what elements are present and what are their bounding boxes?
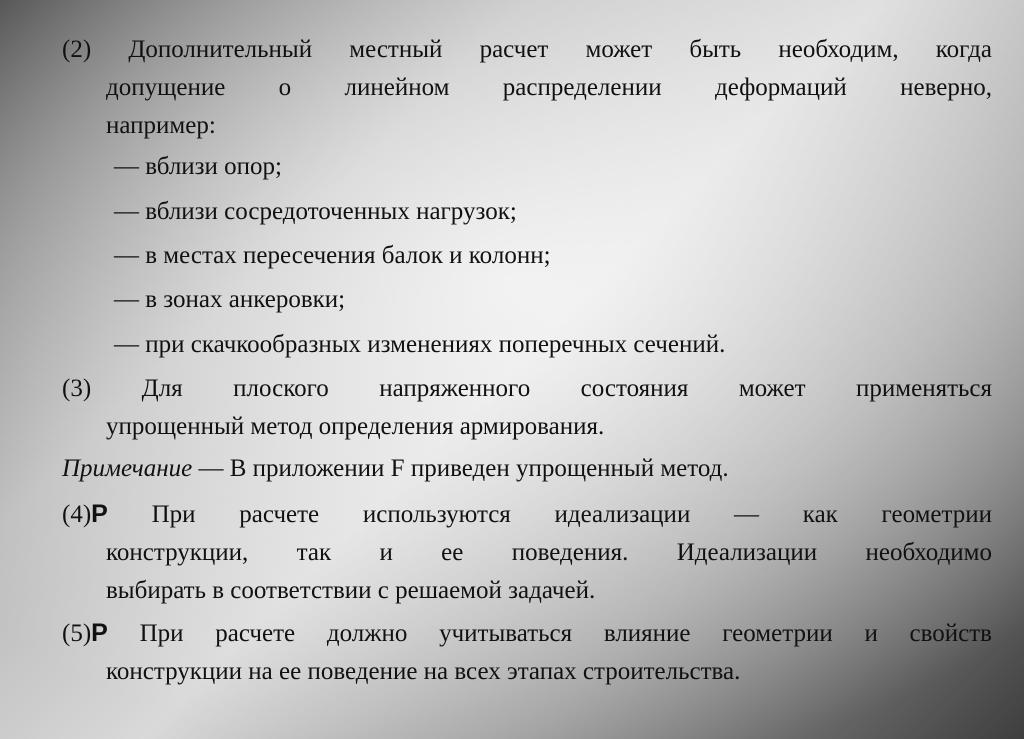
list-item: — в местах пересечения балок и колонн; <box>114 242 551 269</box>
paragraph-5-line-2: конструкции на ее поведение на всех этапах строительства. <box>106 658 741 685</box>
paragraph-2-line-3: например: <box>106 112 216 139</box>
paragraph-4-line-3: выбирать в соответствии с решаемой задачей. <box>106 577 596 604</box>
paragraph-5-number: (5) <box>62 620 92 647</box>
principle-marker: P <box>91 500 108 528</box>
paragraph-5-line-1-text: При расчете должно учитываться влияние геометрии и свойств <box>107 620 992 647</box>
paragraph-4-line-1-text: При расчете используются идеализации — как геометрии <box>107 501 992 528</box>
note <box>62 450 992 488</box>
note-line <box>62 450 992 488</box>
paragraph-4-line-2: конструкции, так и ее поведения. Идеализации необходимо <box>106 539 992 566</box>
paragraph-3 <box>62 370 992 446</box>
paragraph-5 <box>62 614 992 691</box>
paragraph-2-line-1: (2) Дополнительный местный расчет может быть необходим, когда <box>62 36 992 63</box>
principle-marker: P <box>91 619 108 647</box>
paragraph-2 <box>62 31 992 145</box>
note-label: Примечание <box>62 455 193 482</box>
paragraph-4-line-1 <box>62 495 992 534</box>
paragraph-4-number: (4) <box>62 501 92 528</box>
list-item: — вблизи опор; <box>114 153 283 180</box>
paragraph-5-line-1 <box>62 614 992 653</box>
note-text: — В приложении F приведен упрощенный метод. <box>192 455 729 482</box>
list-item: — вблизи сосредоточенных нагрузок; <box>114 198 517 225</box>
list-item: — при скачкообразных изменениях поперечных сечений. <box>114 331 726 358</box>
paragraph-3-line-2: упрощенный метод определения армирования. <box>106 413 605 440</box>
paragraph-4 <box>62 495 992 610</box>
list-item: — в зонах анкеровки; <box>114 286 346 313</box>
paragraph-2-line-2: допущение о линейном распределении деформаций неверно, <box>106 74 992 101</box>
paragraph-3-line-1: (3) Для плоского напряженного состояния может применяться <box>62 375 992 402</box>
